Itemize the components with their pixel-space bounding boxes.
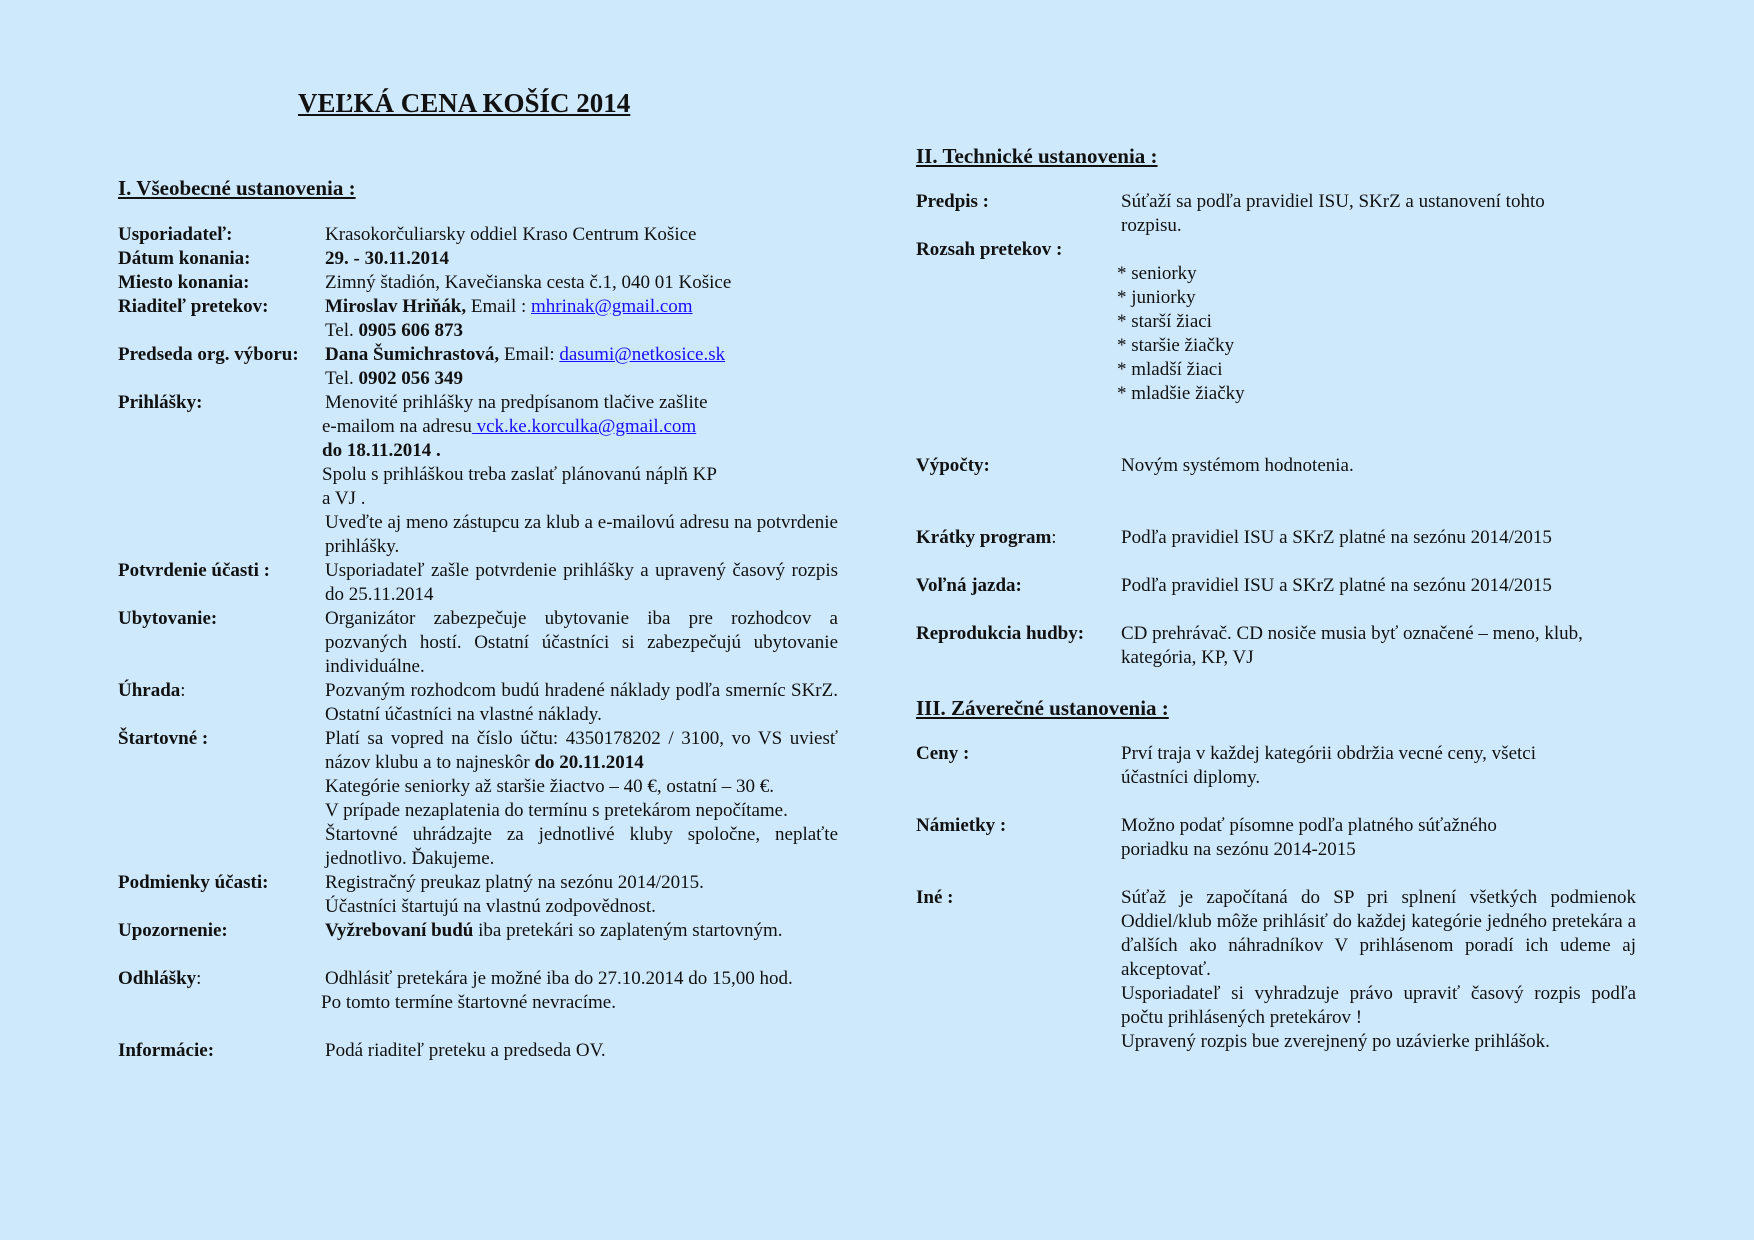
entry-fee-line2: Kategórie seniorky až staršie žiactvo – 40 €, ostatní – 30 €. xyxy=(325,776,775,797)
section-heading-technical: II. Technické ustanovenia : xyxy=(916,144,1158,168)
row-free-skating xyxy=(916,574,1636,598)
value-confirmation: Usporiadateľ zašle potvrdenie prihlášky a upravený časový rozpis do 25.11.2014 xyxy=(325,560,838,605)
notice-rest: iba pretekári so zaplateným startovným. xyxy=(473,920,783,941)
value-calculations: Novým systémom hodnotenia. xyxy=(1121,455,1354,476)
value-information: Podá riaditeľ preteku a predseda OV. xyxy=(325,1040,606,1061)
category-item: * seniorky xyxy=(1117,263,1197,284)
value-short-program: Podľa pravidiel ISU a SKrZ platné na sezónu 2014/2015 xyxy=(1121,527,1552,548)
row-withdrawals xyxy=(118,967,838,1015)
label-other: Iné : xyxy=(916,887,954,908)
category-item: * starší žiaci xyxy=(1117,311,1212,332)
row-notice xyxy=(118,919,838,943)
label-prizes: Ceny : xyxy=(916,743,970,764)
label-withdrawals: Odhlášky xyxy=(118,968,197,989)
withdrawals-line2: Po tomto termíne štartovné nevracíme. xyxy=(321,992,616,1013)
category-item: * mladší žiaci xyxy=(1117,359,1223,380)
entry-fee-line3: V prípade nezaplatenia do termínu s pretekárom nepočítame. xyxy=(325,800,788,821)
label-music: Reprodukcia hudby: xyxy=(916,623,1085,644)
entry-fee-deadline: do 20.11.2014 xyxy=(534,752,644,773)
chair-tel: 0902 056 349 xyxy=(358,368,463,389)
row-payment xyxy=(118,679,838,727)
label-short-program-colon: : xyxy=(1051,527,1057,548)
general-provisions-column xyxy=(118,174,838,1063)
notice-bold: Vyžrebovaní budú xyxy=(325,920,474,941)
row-confirmation xyxy=(118,559,838,607)
label-committee-chair: Predseda org. výboru: xyxy=(118,344,299,365)
value-music: CD prehrávač. CD nosiče musia byť označené – meno, klub, kategória, KP, VJ xyxy=(1121,623,1583,668)
row-calculations xyxy=(916,454,1636,478)
row-rules xyxy=(916,190,1636,238)
director-email-link[interactable]: mhrinak@gmail.com xyxy=(531,296,693,317)
registrations-deadline-suffix: . xyxy=(431,440,441,461)
other-paragraph-3: Upravený rozpis bue zverejnený po uzávierke prihlášok. xyxy=(1121,1031,1550,1052)
chair-email-label: Email: xyxy=(499,344,560,365)
row-conditions xyxy=(118,871,838,919)
withdrawals-line1: Odhlásiť pretekára je možné iba do 27.10.2014 do 15,00 hod. xyxy=(325,968,793,989)
label-free-skating: Voľná jazda: xyxy=(916,575,1022,596)
row-venue xyxy=(118,271,838,295)
category-item: * staršie žiačky xyxy=(1117,335,1235,356)
row-information xyxy=(118,1039,838,1063)
value-free-skating: Podľa pravidiel ISU a SKrZ platné na sezónu 2014/2015 xyxy=(1121,575,1552,596)
chair-email-link[interactable]: dasumi@netkosice.sk xyxy=(559,344,726,365)
value-prizes: Prví traja v každej kategórii obdržia vecné ceny, všetci účastníci diplomy. xyxy=(1121,743,1537,788)
row-registrations xyxy=(118,391,838,559)
chair-tel-label: Tel. xyxy=(325,368,354,389)
row-music xyxy=(916,622,1636,670)
category-item: * mladšie žiačky xyxy=(1117,383,1245,404)
label-organizer: Usporiadateľ: xyxy=(118,224,233,245)
registrations-line6: Uveďte aj meno zástupcu za klub a e-mailovú adresu na potvrdenie prihlášky. xyxy=(325,512,838,557)
director-email-label: Email : xyxy=(466,296,532,317)
page-title: VEĽKÁ CENA KOŠÍC 2014 xyxy=(298,88,631,118)
row-prizes xyxy=(916,742,1636,790)
technical-provisions-column xyxy=(916,142,1636,1054)
section-heading-final: III. Záverečné ustanovenia : xyxy=(916,696,1169,720)
registrations-deadline-prefix: do xyxy=(322,440,347,461)
director-name: Miroslav Hriňák, xyxy=(325,296,467,317)
registrations-line2: e-mailom na adresu xyxy=(322,416,472,437)
other-paragraph-1: Súťaž je započítaná do SP pri splnení všetkých podmienok Oddiel/klub môže prihlásiť do každej kategórie jedného pretekára a ďalších ako náhradníkov V prihlásenom poradí ich udeme aj akceptovať. xyxy=(1121,887,1636,980)
entry-fee-line1: Platí sa vopred na číslo účtu: 4350178202 / 3100, vo VS uviesť názov klubu a to najneskôr xyxy=(325,728,838,773)
label-director: Riaditeľ pretekov: xyxy=(118,296,269,317)
row-organizer xyxy=(118,223,838,247)
label-venue: Miesto konania: xyxy=(118,272,250,293)
label-date: Dátum konania: xyxy=(118,248,251,269)
conditions-line1: Registračný preukaz platný na sezónu 2014/2015. xyxy=(325,872,704,893)
registrations-line4: Spolu s prihláškou treba zaslať plánovanú náplň KP xyxy=(322,464,717,485)
chair-name: Dana Šumichrastová, xyxy=(325,344,500,365)
row-director xyxy=(118,295,838,343)
category-list xyxy=(1117,262,1636,406)
value-rules: Súťaží sa podľa pravidiel ISU, SKrZ a ustanovení tohto rozpisu. xyxy=(1121,191,1545,236)
director-tel: 0905 606 873 xyxy=(358,320,463,341)
row-committee-chair xyxy=(118,343,838,391)
label-payment: Úhrada xyxy=(118,680,181,701)
registrations-deadline: 18.11.2014 xyxy=(346,440,432,461)
value-accommodation: Organizátor zabezpečuje ubytovanie iba pre rozhodcov a pozvaných hostí. Ostatní účastníci si zabezpečujú ubytovanie individuálne. xyxy=(325,608,838,677)
label-notice: Upozornenie: xyxy=(118,920,228,941)
value-date: 29. - 30.11.2014 xyxy=(325,248,450,269)
registrations-line5: a VJ . xyxy=(322,488,366,509)
value-payment: Pozvaným rozhodcom budú hradené náklady podľa smerníc SKrZ. Ostatní účastníci na vlastné náklady. xyxy=(325,680,838,725)
entry-fee-line4: Štartovné uhrádzajte za jednotlivé kluby spoločne, neplaťte jednotlivo. Ďakujeme. xyxy=(325,824,838,869)
director-tel-label: Tel. xyxy=(325,320,354,341)
label-objections: Námietky : xyxy=(916,815,1007,836)
section-heading-general: I. Všeobecné ustanovenia : xyxy=(118,176,356,200)
label-payment-colon: : xyxy=(180,680,186,701)
registrations-line1: Menovité prihlášky na predpísanom tlačive zašlite xyxy=(325,392,708,413)
label-registrations: Prihlášky: xyxy=(118,392,203,413)
row-entry-fee xyxy=(118,727,838,871)
label-confirmation: Potvrdenie účasti : xyxy=(118,560,270,581)
category-item: * juniorky xyxy=(1117,287,1196,308)
row-short-program xyxy=(916,526,1636,550)
row-objections xyxy=(916,814,1636,862)
conditions-line2: Účastníci štartujú na vlastnú zodpovědnost. xyxy=(325,896,656,917)
label-accommodation: Ubytovanie: xyxy=(118,608,218,629)
label-short-program: Krátky program xyxy=(916,527,1052,548)
row-other xyxy=(916,886,1636,1054)
label-scope: Rozsah pretekov : xyxy=(916,239,1063,260)
row-date xyxy=(118,247,838,271)
label-withdrawals-colon: : xyxy=(196,968,202,989)
row-scope xyxy=(916,238,1636,262)
value-objections: Možno podať písomne podľa platného súťažného poriadku na sezónu 2014-2015 xyxy=(1121,815,1497,860)
label-calculations: Výpočty: xyxy=(916,455,990,476)
registrations-email-link[interactable]: vck.ke.korculka@gmail.com xyxy=(471,416,697,437)
label-information: Informácie: xyxy=(118,1040,215,1061)
label-rules: Predpis : xyxy=(916,191,990,212)
value-organizer: Krasokorčuliarsky oddiel Kraso Centrum Košice xyxy=(325,224,697,245)
other-paragraph-2: Usporiadateľ si vyhradzuje právo upraviť časový rozpis podľa počtu prihlásených pretekárov ! xyxy=(1121,983,1636,1028)
label-conditions: Podmienky účasti: xyxy=(118,872,269,893)
label-entry-fee: Štartovné : xyxy=(118,728,209,749)
value-venue: Zimný štadión, Kavečianska cesta č.1, 040 01 Košice xyxy=(325,272,732,293)
row-accommodation xyxy=(118,607,838,679)
